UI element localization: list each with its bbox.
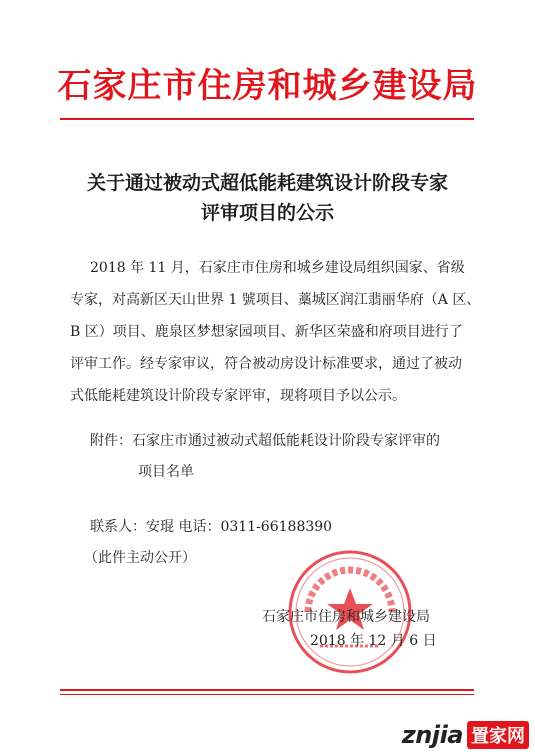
attachment-line-2: 项目名单: [138, 464, 194, 480]
document-title-line-2: 评审项目的公示: [200, 202, 334, 224]
contact-info: 联系人：安琨 电话：0311-66188390: [90, 519, 333, 535]
site-watermark: [402, 720, 529, 750]
body-line-5: 式低能耗建筑设计阶段专家评审，现将项目予以公示。: [70, 388, 406, 404]
footer-red-rule-thick: [60, 689, 474, 691]
body-line-1: 2018 年 11 月，石家庄市住房和城乡建设局组织国家、省级: [90, 260, 465, 276]
watermark-logo-text: znjia: [401, 721, 463, 749]
watermark-badge: 置家网: [467, 721, 529, 749]
document-title-line-1: 关于通过被动式超低能耗建筑设计阶段专家: [86, 172, 448, 194]
public-note: （此件主动公开）: [84, 550, 196, 566]
body-line-2: 专家，对高新区天山世界 1 號项目、藁城区润江翡丽华府（A 区、: [70, 292, 481, 308]
attachment-line-1: 附件：石家庄市通过被动式超低能耗设计阶段专家评审的: [90, 433, 440, 449]
footer-red-rule-thin: [60, 694, 474, 695]
signature-organization: 石家庄市住房和城乡建设局: [262, 609, 430, 625]
org-header-title: 石家庄市住房和城乡建设局: [57, 66, 478, 106]
header-red-rule: [60, 118, 474, 120]
signature-date: 2018 年 12 月 6 日: [310, 633, 437, 649]
body-line-3: B 区）项目、鹿泉区梦想家园项目、新华区荣盛和府项目进行了: [70, 324, 463, 340]
body-line-4: 评审工作。经专家审议，符合被动房设计标准要求，通过了被动: [70, 356, 462, 372]
